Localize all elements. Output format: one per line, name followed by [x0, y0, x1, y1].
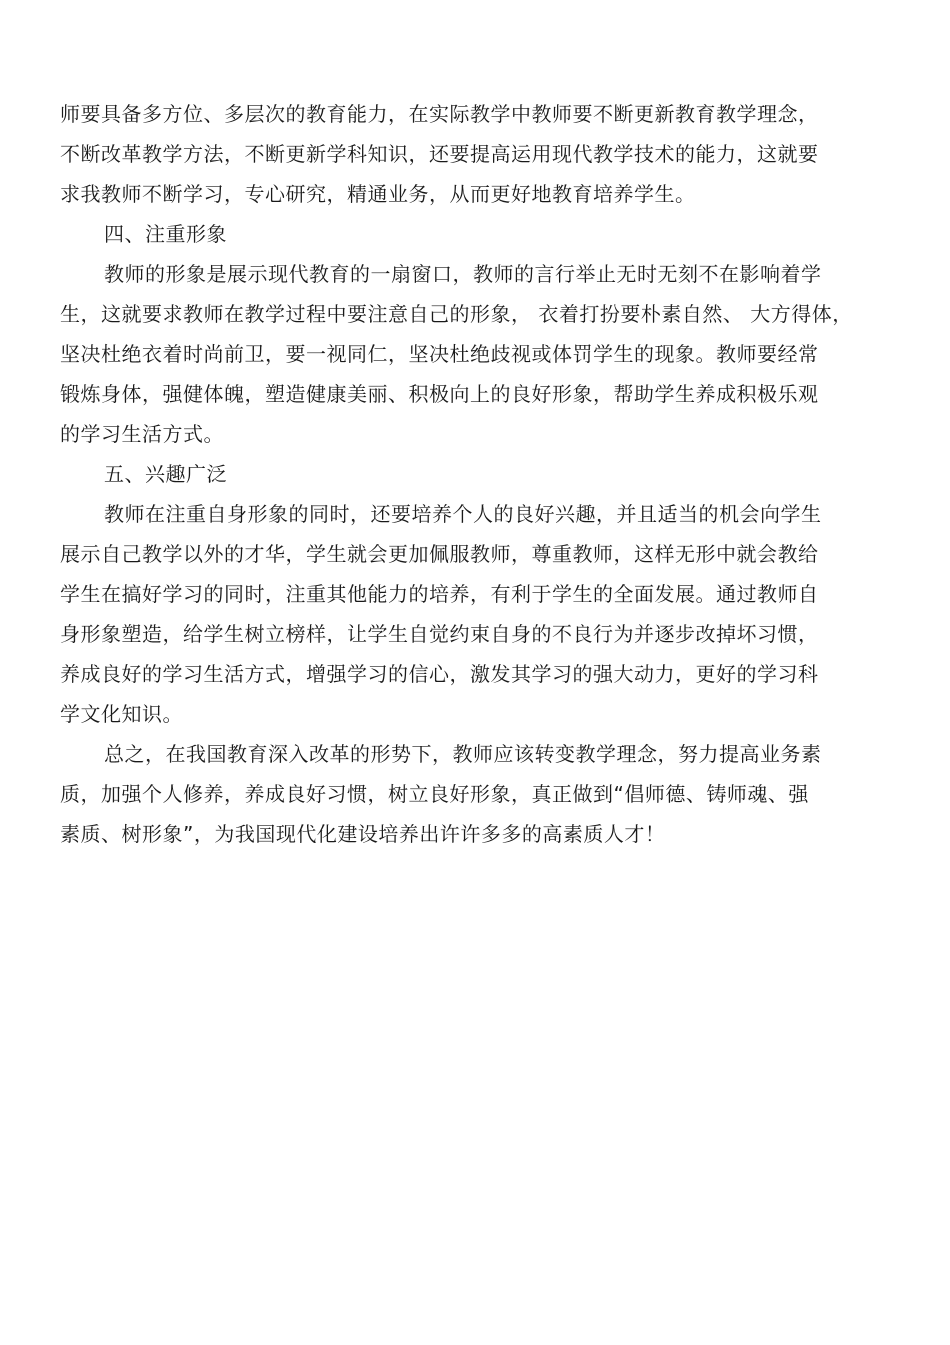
- section-heading: 四、注重形象: [104, 222, 227, 246]
- paragraph-line: 学生在搞好学习的同时，注重其他能力的培养，有利于学生的全面发展。通过教师自: [60, 582, 819, 606]
- paragraph-line: 总之，在我国教育深入改革的形势下，教师应该转变教学理念，努力提高业务素: [104, 742, 822, 766]
- paragraph-line: 学文化知识。: [60, 702, 183, 726]
- paragraph-line: 生，这就要求教师在教学过程中要注意自己的形象， 衣着打扮要朴素自然、 大方得体，: [60, 302, 853, 326]
- paragraph-line: 教师的形象是展示现代教育的一扇窗口，教师的言行举止无时无刻不在影响着学: [104, 262, 822, 286]
- paragraph-line: 教师在注重自身形象的同时，还要培养个人的良好兴趣，并且适当的机会向学生: [104, 502, 822, 526]
- paragraph-line: 坚决杜绝衣着时尚前卫，要一视同仁，坚决杜绝歧视或体罚学生的现象。教师要经常: [60, 342, 819, 366]
- paragraph-line: 展示自己教学以外的才华，学生就会更加佩服教师，尊重教师，这样无形中就会教给: [60, 542, 819, 566]
- section-heading: 五、兴趣广泛: [104, 462, 227, 486]
- paragraph-line: 身形象塑造，给学生树立榜样，让学生自觉约束自身的不良行为并逐步改掉坏习惯，: [60, 622, 819, 646]
- paragraph-line: 养成良好的学习生活方式，增强学习的信心，激发其学习的强大动力，更好的学习科: [60, 662, 819, 686]
- paragraph-line: 的学习生活方式。: [60, 422, 224, 446]
- paragraph-line: 质，加强个人修养，养成良好习惯，树立良好形象，真正做到“倡师德、铸师魂、强: [60, 782, 809, 806]
- paragraph-line: 锻炼身体，强健体魄，塑造健康美丽、积极向上的良好形象，帮助学生养成积极乐观: [60, 382, 819, 406]
- paragraph-line: 不断改革教学方法，不断更新学科知识，还要提高运用现代教学技术的能力，这就要: [60, 142, 819, 166]
- paragraph-line: 师要具备多方位、多层次的教育能力，在实际教学中教师要不断更新教育教学理念，: [60, 102, 819, 126]
- paragraph-line: 素质、树形象”，为我国现代化建设培养出许许多多的高素质人才！: [60, 822, 666, 846]
- paragraph-line: 求我教师不断学习，专心研究，精通业务，从而更好地教育培养学生。: [60, 182, 696, 206]
